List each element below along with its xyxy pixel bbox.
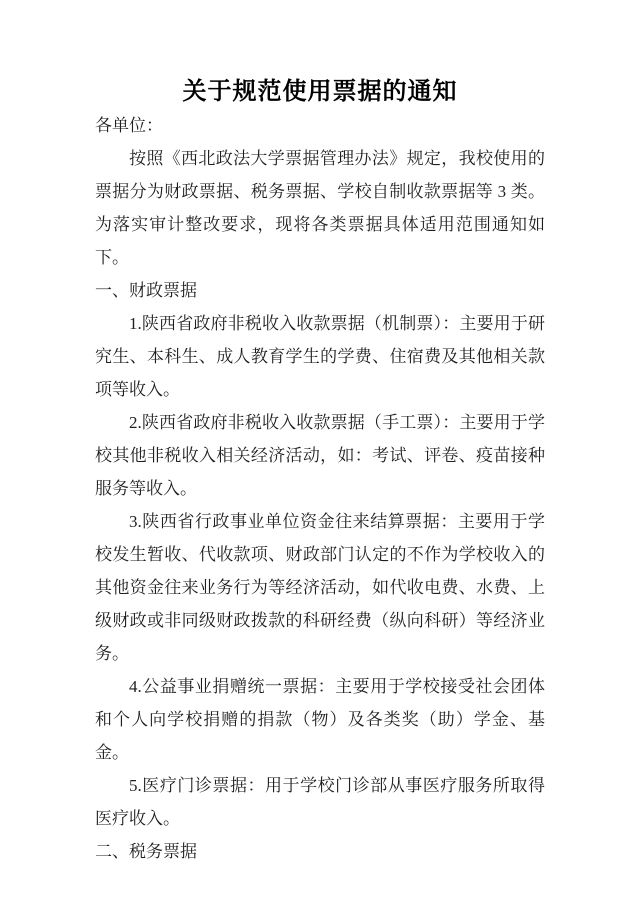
section-1-item-4: 4.公益事业捐赠统一票据：主要用于学校接受社会团体和个人向学校捐赠的捐款（物）及各类奖（助）学金、基金。 [95,677,545,762]
section-1-item-3: 3.陕西省行政事业单位资金往来结算票据：主要用于学校发生暂收、代收款项、财政部门认定的不作为学校收入的其他资金往来业务行为等经济活动，如代收电费、水费、上级财政或非同级财政拨款的科研经费（纵向科研）等经济业务。 [95,512,545,663]
section-1-item-1: 1.陕西省政府非税收入收款票据（机制票）：主要用于研究生、本科生、成人教育学生的学费、住宿费及其他相关款项等收入。 [95,314,545,399]
document-body [95,109,545,868]
document-content [95,75,545,868]
section-1-item-5: 5.医疗门诊票据：用于学校门诊部从事医疗服务所取得医疗收入。 [95,776,545,828]
section-2-heading: 二、税务票据 [95,842,197,861]
salutation: 各单位： [95,116,163,135]
intro-paragraph: 按照《西北政法大学票据管理办法》规定，我校使用的票据分为财政票据、税务票据、学校自制收款票据等 3 类。为落实审计整改要求，现将各类票据具体适用范围通知如下。 [95,149,545,267]
section-1-item-2: 2.陕西省政府非税收入收款票据（手工票）：主要用于学校其他非税收入相关经济活动，如：考试、评卷、疫苗接种服务等收入。 [95,413,545,498]
section-1-heading: 一、财政票据 [95,281,197,300]
document-title: 关于规范使用票据的通知 [182,78,458,105]
